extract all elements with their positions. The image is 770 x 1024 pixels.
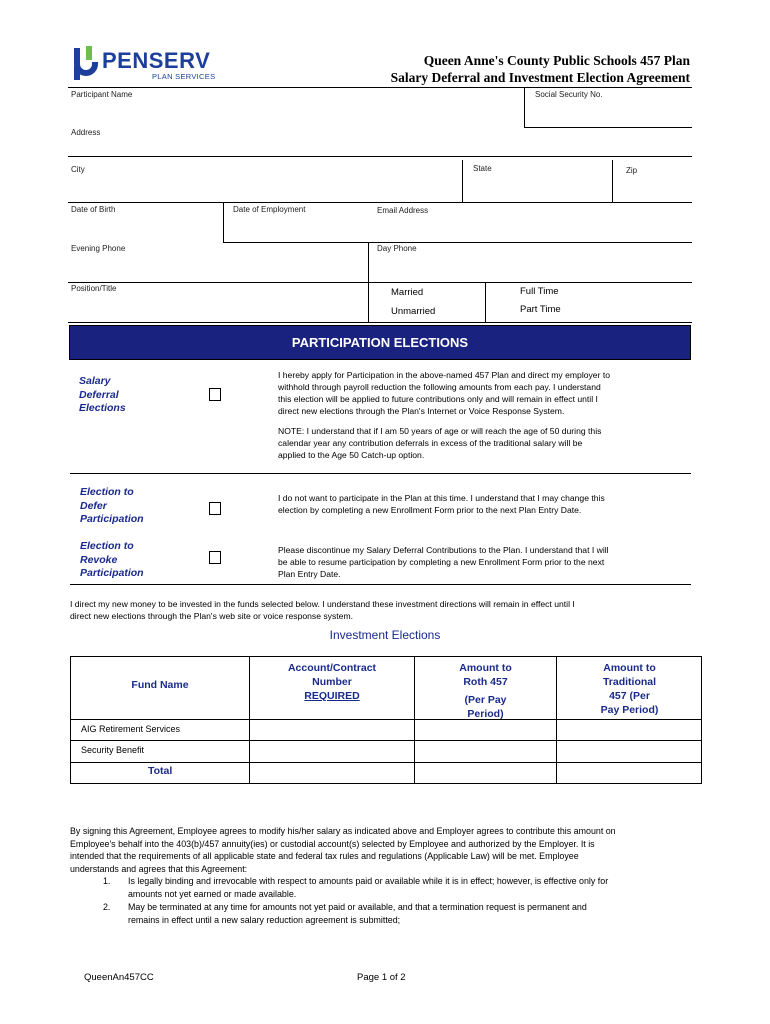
text-line: election by completing a new Enrollment Form prior to the next Plan Entry Date.: [278, 505, 582, 515]
rule: [524, 87, 525, 127]
rule: [68, 282, 692, 283]
address-field[interactable]: Address: [71, 128, 101, 137]
revoke-participation-text: [278, 544, 688, 580]
label-line: Participation: [80, 513, 144, 525]
zip-field[interactable]: Zip: [626, 166, 638, 175]
item-number: 1.: [103, 876, 111, 886]
rule: [70, 584, 691, 585]
rule: [612, 160, 613, 202]
header-line: Amount to: [603, 662, 656, 674]
state-field[interactable]: State: [473, 164, 492, 173]
total-label: Total: [148, 765, 173, 777]
page-number: Page 1 of 2: [357, 972, 406, 983]
label-line: Election to: [80, 540, 134, 552]
rule: [68, 202, 692, 203]
rule: [68, 87, 692, 88]
agreement-item-1: [103, 875, 703, 900]
participation-banner-title: PARTICIPATION ELECTIONS: [291, 335, 469, 350]
part-time-option[interactable]: Part Time: [520, 304, 561, 315]
rule: [524, 127, 692, 128]
participation-banner: [69, 325, 691, 360]
text-line: calendar year any contribution deferrals in excess of the traditional salary will be: [278, 438, 583, 448]
title-line-2: Salary Deferral and Investment Election Agreement: [390, 70, 690, 85]
text-line: direct new elections through the Plan's Internet or Voice Response System.: [278, 406, 565, 416]
logo-subtext: PLAN SERVICES: [152, 72, 216, 81]
item-body: [128, 875, 703, 900]
header-line: Traditional: [602, 676, 657, 688]
rule: [223, 242, 692, 243]
rule: [68, 156, 692, 157]
form-title: [270, 52, 690, 86]
text-line: NOTE: I understand that if I am 50 years of age or will reach the age of 50 during this: [278, 426, 602, 436]
header-line: Number: [312, 676, 352, 688]
defer-participation-text: [278, 492, 688, 516]
rule: [71, 719, 702, 720]
city-field[interactable]: City: [71, 165, 85, 174]
email-field[interactable]: Email Address: [377, 206, 429, 215]
header-line: 457 (Per: [609, 690, 650, 702]
required-note: REQUIRED: [304, 690, 360, 702]
salary-deferral-text: [278, 369, 688, 417]
agreement-item-2: [103, 901, 703, 926]
dob-field[interactable]: Date of Birth: [71, 205, 116, 214]
text-line: I do not want to participate in the Plan at this time. I understand that I may change this: [278, 493, 605, 503]
rule: [368, 282, 369, 322]
item-body: [128, 901, 703, 926]
text-line: be able to resume participation by completing a new Enrollment Form prior to the next: [278, 557, 605, 567]
evening-phone-field[interactable]: Evening Phone: [71, 244, 126, 253]
ssn-field[interactable]: Social Security No.: [535, 90, 603, 99]
logo-text: PENSERV: [102, 48, 211, 73]
text-line: Is legally binding and irrevocable with respect to amounts paid or available while it is in effect; however, is effective only for: [128, 876, 609, 886]
text-line: withhold through payroll reduction the following amounts from each pay. I understand: [278, 382, 601, 392]
rule: [462, 160, 463, 202]
text-line: By signing this Agreement, Employee agrees to modify his/her salary as indicated above and Employer agrees to contribute this amount on: [70, 826, 616, 836]
penserv-logo: [70, 44, 230, 84]
participant-name-field[interactable]: Participant Name: [71, 90, 133, 99]
roth-amount-header: [415, 661, 556, 721]
text-line: amounts not yet earned or made available.: [128, 888, 297, 899]
account-number-header: [250, 661, 414, 703]
rule: [368, 242, 369, 282]
rule: [70, 473, 691, 474]
unmarried-option[interactable]: Unmarried: [391, 306, 436, 317]
agreement-text: [70, 825, 710, 875]
salary-deferral-label: [79, 375, 126, 416]
text-line: Please discontinue my Salary Deferral Contributions to the Plan. I understand that I will: [278, 545, 609, 555]
revoke-participation-checkbox[interactable]: [209, 551, 221, 564]
rule: [71, 740, 702, 741]
text-line: applied to the Age 50 Catch-up option.: [278, 450, 425, 460]
label-line: Participation: [80, 567, 144, 579]
text-line: direct new elections through the Plan's web site or voice response system.: [70, 611, 353, 621]
label-line: Revoke: [80, 553, 118, 566]
full-time-option[interactable]: Full Time: [520, 286, 559, 297]
fund-name-header: Fund Name: [131, 679, 189, 691]
rule: [68, 322, 692, 323]
investment-table: [70, 656, 702, 784]
penserv-logo-mark-icon: [70, 44, 100, 82]
salary-deferral-checkbox[interactable]: [209, 388, 221, 401]
text-line: understands and agrees that this Agreement:: [70, 863, 248, 874]
age50-note: [278, 425, 688, 461]
married-option[interactable]: Married: [391, 287, 424, 298]
defer-participation-label: [80, 486, 144, 527]
fund-row-security-benefit: Security Benefit: [81, 745, 145, 755]
text-line: Employee's behalf into the 403(b)/457 annuity(ies) or custodial account(s) selected by Employee and authorized by the Employer. It is: [70, 838, 595, 849]
label-line: Elections: [79, 402, 126, 414]
defer-participation-checkbox[interactable]: [209, 502, 221, 515]
header-line: Period): [467, 708, 504, 720]
fund-row-aig: AIG Retirement Services: [81, 724, 181, 734]
header-line: Amount to: [459, 662, 512, 674]
investment-elections-title: Investment Elections: [329, 628, 441, 642]
header-line: Roth 457: [463, 676, 508, 688]
position-title-field[interactable]: Position/Title: [71, 284, 117, 293]
title-line-1: Queen Anne's County Public Schools 457 Plan: [423, 53, 690, 68]
item-number: 2.: [103, 902, 111, 912]
doe-field[interactable]: Date of Employment: [233, 205, 306, 214]
revoke-participation-label: [80, 540, 144, 581]
text-line: I direct my new money to be invested in the funds selected below. I understand these investment directions will remain in effect until I: [70, 599, 575, 609]
text-line: Plan Entry Date.: [278, 569, 341, 579]
label-line: Salary: [79, 375, 111, 387]
text-line: remains in effect until a new salary reduction agreement is submitted;: [128, 914, 401, 925]
traditional-amount-header: [557, 661, 702, 717]
form-code: QueenAn457CC: [84, 972, 154, 983]
label-line: Deferral: [79, 388, 119, 401]
label-line: Defer: [80, 499, 107, 512]
text-line: intended that the requirements of all applicable state and federal tax rules and regulations (Applicable Law) will be met. Employee: [70, 851, 579, 861]
investment-direction-text: [70, 598, 700, 622]
header-line: (Per Pay: [464, 694, 507, 706]
text-line: May be terminated at any time for amounts not yet paid or available, and that a termination request is permanent and: [128, 902, 587, 912]
header-line: Account/Contract: [287, 662, 377, 674]
label-line: Election to: [80, 486, 134, 498]
day-phone-field[interactable]: Day Phone: [377, 244, 417, 253]
header-line: Pay Period): [600, 704, 659, 716]
text-line: I hereby apply for Participation in the above-named 457 Plan and direct my employer to: [278, 370, 611, 380]
rule: [71, 762, 702, 763]
rule: [223, 202, 224, 242]
text-line: this election will be applied to future contributions only and will remain in effect until I: [278, 394, 598, 404]
rule: [485, 282, 486, 322]
